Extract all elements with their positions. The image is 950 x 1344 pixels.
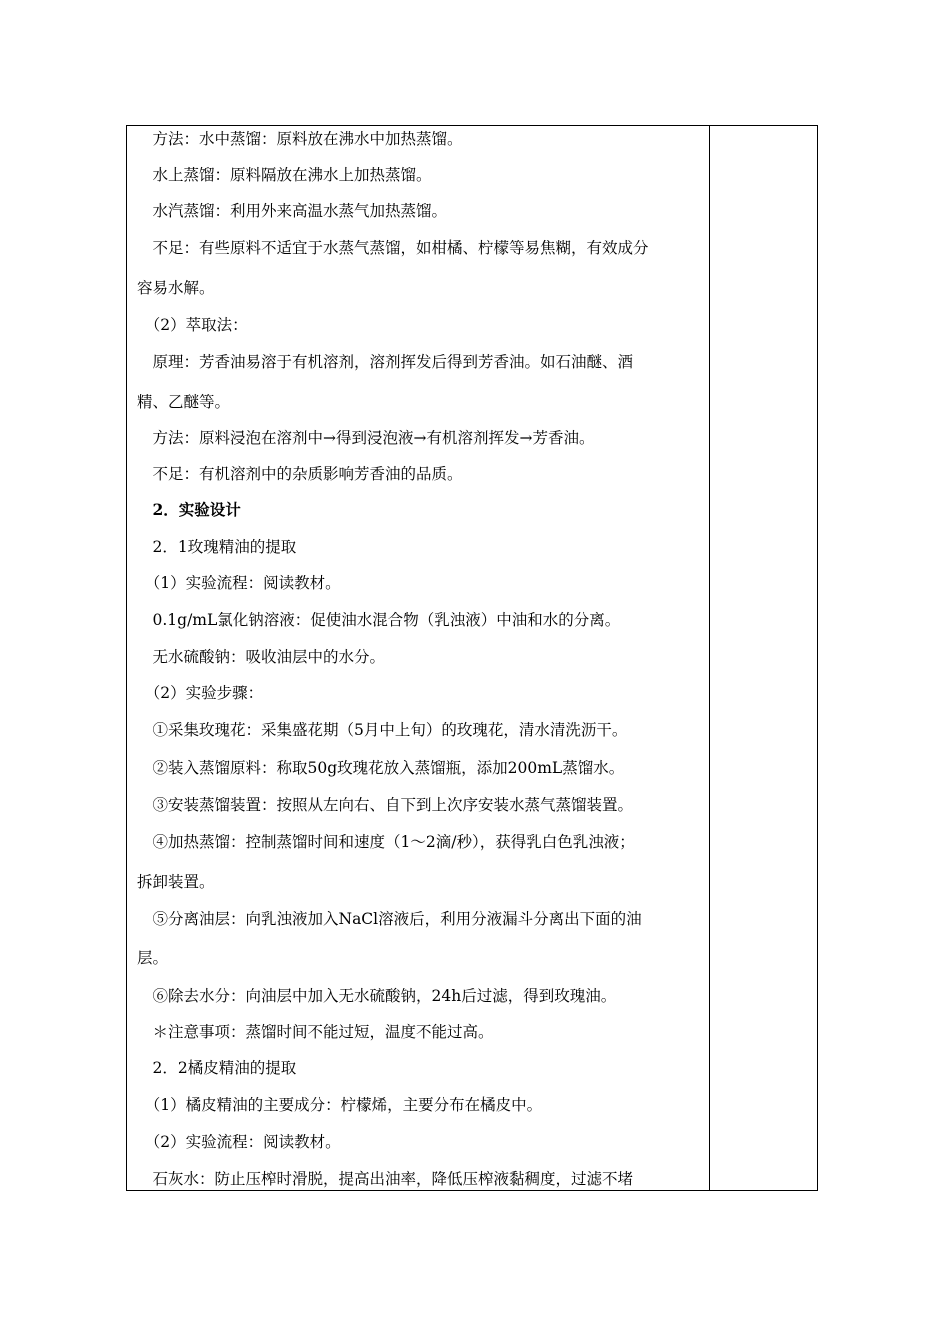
text-line: 水汽蒸馏：利用外来高温水蒸气加热蒸馏。 (137, 202, 448, 220)
text-line: 精、乙醚等。 (137, 393, 231, 411)
text-line: 方法：原料浸泡在溶剂中→得到浸泡液→有机溶剂挥发→芳香油。 (137, 429, 595, 447)
text-line: 0.1g/mL氯化钠溶液：促使油水混合物（乳浊液）中油和水的分离。 (137, 611, 621, 629)
text-line: （2）实验流程：阅读教材。 (137, 1133, 341, 1151)
text-line: （1）橘皮精油的主要成分：柠檬烯，主要分布在橘皮中。 (137, 1096, 543, 1114)
text-line: （2）萃取法： (137, 316, 248, 334)
text-line: 层。 (137, 949, 169, 967)
text-line: ④加热蒸馏：控制蒸馏时间和速度（1～2滴/秒），获得乳白色乳浊液； (137, 833, 635, 851)
content-table (126, 125, 818, 1191)
text-line: 不足：有机溶剂中的杂质影响芳香油的品质。 (137, 465, 463, 483)
text-line: 原理：芳香油易溶于有机溶剂，溶剂挥发后得到芳香油。如石油醚、酒 (137, 353, 634, 371)
text-line: 2．2橘皮精油的提取 (137, 1059, 297, 1077)
text-line: （2）实验步骤： (137, 684, 264, 702)
section-heading: 2．实验设计 (137, 500, 241, 519)
text-line: 拆卸装置。 (137, 873, 215, 891)
text-line: ②装入蒸馏原料：称取50g玫瑰花放入蒸馏瓶，添加200mL蒸馏水。 (137, 759, 625, 777)
text-line: 2．1玫瑰精油的提取 (137, 538, 297, 556)
text-line: ⑤分离油层：向乳浊液加入NaCl溶液后，利用分液漏斗分离出下面的油 (137, 910, 642, 928)
text-line: 容易水解。 (137, 279, 215, 297)
text-line: ＊注意事项：蒸馏时间不能过短，温度不能过高。 (137, 1023, 494, 1041)
side-notes-cell (710, 126, 817, 1190)
main-content-cell (127, 126, 709, 1190)
text-line: 水上蒸馏：原料隔放在沸水上加热蒸馏。 (137, 166, 432, 184)
text-line: 无水硫酸钠：吸收油层中的水分。 (137, 648, 386, 666)
text-line: ①采集玫瑰花：采集盛花期（5月中上旬）的玫瑰花，清水清洗沥干。 (137, 721, 628, 739)
text-line: 不足：有些原料不适宜于水蒸气蒸馏，如柑橘、柠檬等易焦糊，有效成分 (137, 239, 649, 257)
text-line: ⑥除去水分：向油层中加入无水硫酸钠，24h后过滤，得到玫瑰油。 (137, 987, 617, 1005)
text-line: 石灰水：防止压榨时滑脱，提高出油率，降低压榨液黏稠度，过滤不堵 (137, 1170, 634, 1188)
text-line: 方法：水中蒸馏：原料放在沸水中加热蒸馏。 (137, 130, 463, 148)
text-line: （1）实验流程：阅读教材。 (137, 574, 341, 592)
text-line: ③安装蒸馏装置：按照从左向右、自下到上次序安装水蒸气蒸馏装置。 (137, 796, 634, 814)
